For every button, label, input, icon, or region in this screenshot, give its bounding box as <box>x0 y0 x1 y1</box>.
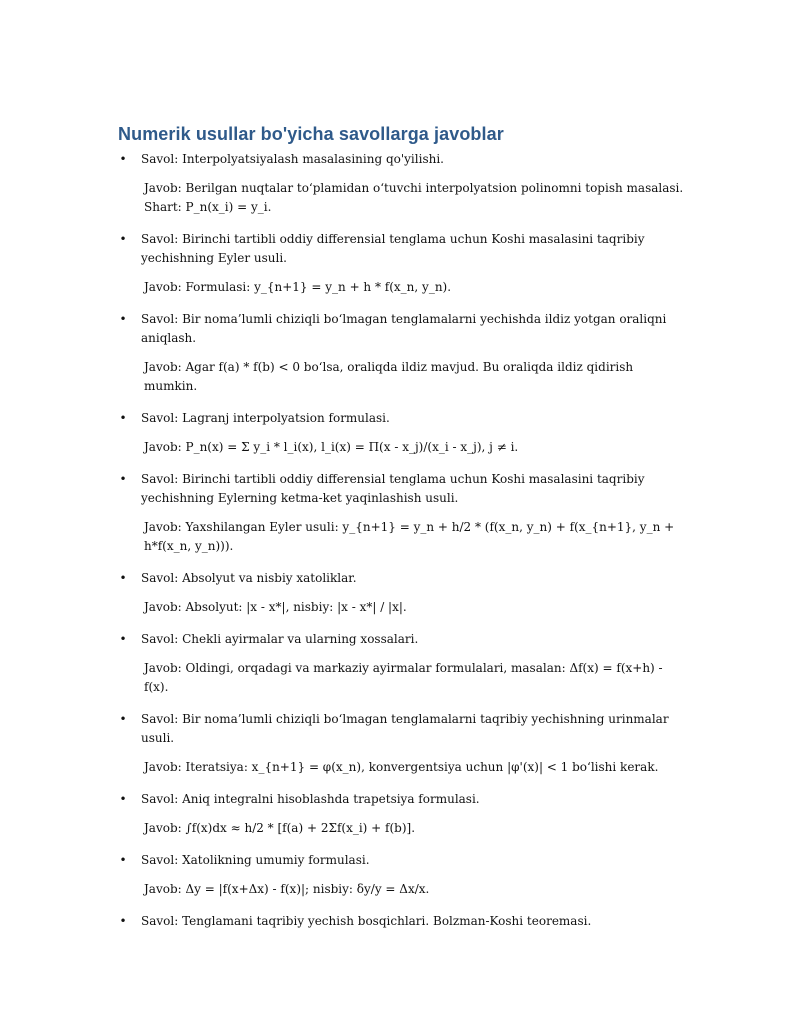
question-line <box>118 310 688 348</box>
qa-item <box>118 150 688 217</box>
answer-text: Javob: Berilgan nuqtalar to‘plamidan o‘tuvchi interpolyatsion polinomni topish masalasi. Shart: P_n(x_i) = y_i. <box>144 181 684 214</box>
bullet-icon: • <box>119 312 127 326</box>
qa-item <box>118 790 688 838</box>
answer-text: Javob: P_n(x) = Σ y_i * l_i(x), l_i(x) = Π(x - x_j)/(x_i - x_j), j ≠ i. <box>144 440 519 454</box>
bullet-icon: • <box>119 632 127 646</box>
qa-item <box>118 409 688 457</box>
answer-text: Javob: Iteratsiya: x_{n+1} = φ(x_n), konvergentsiya uchun |φ'(x)| < 1 bo‘lishi kerak. <box>144 760 659 774</box>
qa-list <box>118 150 688 944</box>
question-text: Savol: Aniq integralni hisoblashda trapetsiya formulasi. <box>141 792 480 806</box>
question-text: Savol: Bir noma’lumli chiziqli bo‘lmagan tenglamalarni yechishda ildiz yotgan oraliqni aniqlash. <box>141 312 667 345</box>
answer-text: Javob: Formulasi: y_{n+1} = y_n + h * f(x_n, y_n). <box>144 280 452 294</box>
qa-item <box>118 470 688 556</box>
question-text: Savol: Interpolyatsiyalash masalasining qo'yilishi. <box>141 152 444 166</box>
answer-text: Javob: Absolyut: |x - x*|, nisbiy: |x - x*| / |x|. <box>144 600 407 614</box>
qa-item <box>118 912 688 931</box>
qa-item <box>118 630 688 697</box>
bullet-icon: • <box>119 914 127 928</box>
question-line <box>118 409 688 428</box>
question-line <box>118 912 688 931</box>
answer-text: Javob: Agar f(a) * f(b) < 0 bo‘lsa, oraliqda ildiz mavjud. Bu oraliqda ildiz qidirish mumkin. <box>144 360 634 393</box>
qa-item <box>118 569 688 617</box>
bullet-icon: • <box>119 571 127 585</box>
answer-text: Javob: ∫f(x)dx ≈ h/2 * [f(a) + 2Σf(x_i) + f(b)]. <box>144 821 416 835</box>
question-text: Savol: Bir noma’lumli chiziqli bo‘lmagan tenglamalarni taqribiy yechishning urinmalar usuli. <box>141 712 669 745</box>
question-text: Savol: Xatolikning umumiy formulasi. <box>141 853 370 867</box>
question-line <box>118 470 688 508</box>
qa-item <box>118 310 688 396</box>
question-line <box>118 790 688 809</box>
answer-text: Javob: Yaxshilangan Eyler usuli: y_{n+1} = y_n + h/2 * (f(x_n, y_n) + f(x_{n+1}, y_n + h*f(x_n, y_n))). <box>144 520 675 553</box>
question-text: Savol: Absolyut va nisbiy xatoliklar. <box>141 571 357 585</box>
answer-text: Javob: Oldingi, orqadagi va markaziy ayirmalar formulalari, masalan: Δf(x) = f(x+h) - f(x). <box>144 661 663 694</box>
answer-text: Javob: Δy = |f(x+Δx) - f(x)|; nisbiy: δy/y = Δx/x. <box>144 882 430 896</box>
document-title: Numerik usullar bo'yicha savollarga javoblar <box>118 124 504 144</box>
question-text: Savol: Tenglamani taqribiy yechish bosqichlari. Bolzman-Koshi teoremasi. <box>141 914 592 928</box>
question-text: Savol: Chekli ayirmalar va ularning xossalari. <box>141 632 419 646</box>
bullet-icon: • <box>119 853 127 867</box>
qa-item <box>118 851 688 899</box>
question-line <box>118 569 688 588</box>
question-line <box>118 230 688 268</box>
question-line <box>118 710 688 748</box>
bullet-icon: • <box>119 232 127 246</box>
qa-item <box>118 230 688 297</box>
question-line <box>118 851 688 870</box>
question-text: Savol: Birinchi tartibli oddiy differensial tenglama uchun Koshi masalasini taqribiy yechishning Eylerning ketma-ket yaqinlashish usuli. <box>141 472 645 505</box>
bullet-icon: • <box>119 411 127 425</box>
bullet-icon: • <box>119 472 127 486</box>
question-line <box>118 150 688 169</box>
bullet-icon: • <box>119 712 127 726</box>
bullet-icon: • <box>119 152 127 166</box>
question-line <box>118 630 688 649</box>
question-text: Savol: Birinchi tartibli oddiy differensial tenglama uchun Koshi masalasini taqribiy yechishning Eyler usuli. <box>141 232 645 265</box>
question-text: Savol: Lagranj interpolyatsion formulasi. <box>141 411 390 425</box>
bullet-icon: • <box>119 792 127 806</box>
qa-item <box>118 710 688 777</box>
